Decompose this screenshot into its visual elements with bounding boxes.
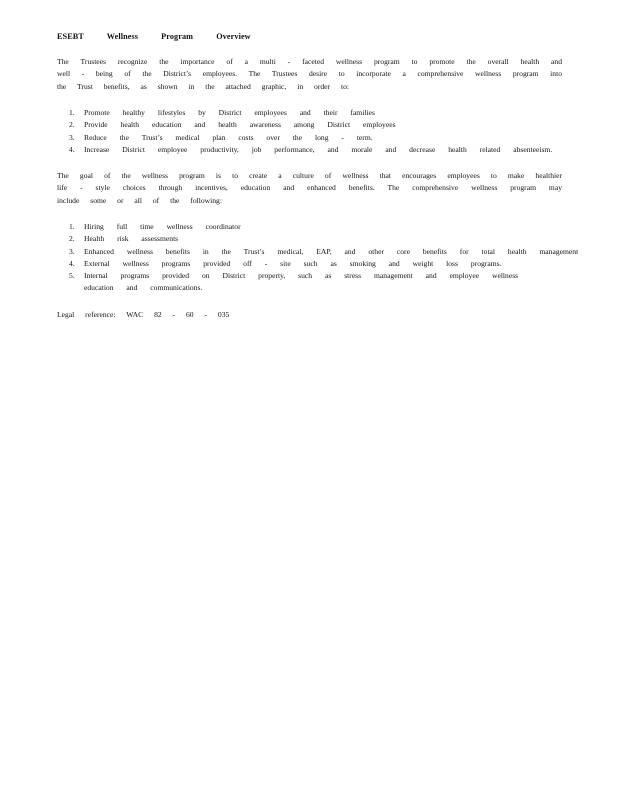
list-item — [69, 132, 552, 144]
list-item-number: 4. — [69, 258, 75, 268]
goal-paragraph: The goal of the wellness program is to create a culture of wellness that encourages employees to make healthier life - style choices through incentives, education and enhanced benefits. The comprehensive wellness program may include some or all of the following: — [57, 171, 562, 205]
list-item-number: 1. — [69, 222, 75, 231]
list-item — [69, 270, 554, 295]
list-item-text: Internal programs provided on District property, such as stress management and employee wellness education and communications. — [84, 271, 519, 293]
goals-list — [69, 107, 552, 156]
program-components-list — [69, 221, 578, 295]
list-item — [69, 221, 578, 233]
list-item-text: Enhanced wellness benefits in the Trust’s medical, EAP, and other core benefits for total health management — [84, 246, 579, 256]
list-item-text: External wellness programs provided off - site such as smoking and weight loss programs. — [84, 258, 502, 268]
list-item — [69, 144, 552, 156]
list-item-number: 4. — [69, 144, 75, 154]
list-item-number: 3. — [69, 132, 75, 142]
list-item-text: Hiring full time wellness coordinator — [84, 222, 241, 231]
list-item-text: Provide health education and health awareness among District employees — [84, 120, 396, 130]
list-item-number: 3. — [69, 246, 75, 256]
list-item — [69, 258, 578, 270]
list-item-number: 5. — [69, 271, 75, 281]
intro-paragraph: The Trustees recognize the importance of a multi - faceted wellness program to promote the overall health and well - being of the District’s employees. The Trustees desire to incorporate a comprehensive wellness program into the Trust benefits, as shown in the attached graphic, in order to: — [57, 57, 562, 91]
list-item-text: Health risk assessments — [84, 234, 179, 244]
list-item-number: 1. — [69, 108, 75, 117]
list-item — [69, 107, 552, 119]
list-item-text: Promote healthy lifestyles by District employees and their families — [84, 108, 375, 117]
document-title: ESEBT Wellness Program Overview — [57, 32, 251, 41]
list-item-text: Reduce the Trust’s medical plan costs over the long - term. — [84, 132, 373, 142]
list-item — [69, 246, 578, 258]
legal-reference: Legal reference: WAC 82 - 60 - 035 — [57, 310, 230, 319]
list-item — [69, 233, 578, 245]
list-item-text: Increase District employee productivity, job performance, and morale and decrease health related absenteeism. — [84, 144, 553, 154]
list-item-number: 2. — [69, 120, 75, 130]
list-item-number: 2. — [69, 234, 75, 244]
list-item — [69, 119, 552, 131]
